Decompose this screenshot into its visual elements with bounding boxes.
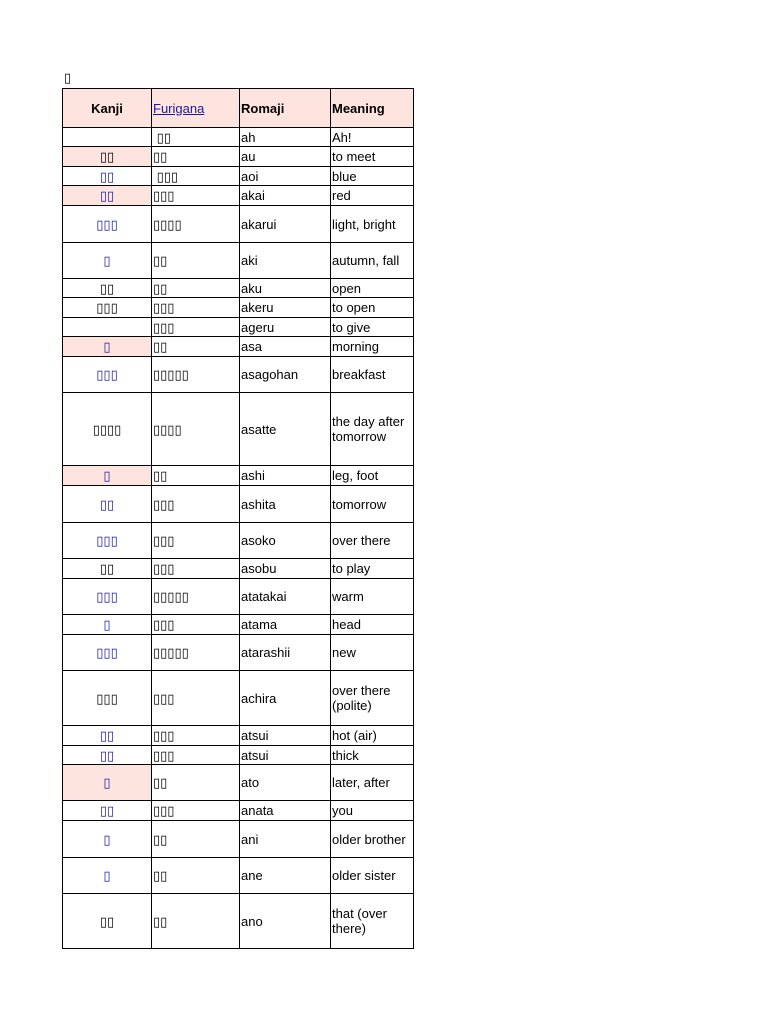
meaning-cell: to open <box>331 298 414 318</box>
furigana-cell: ▯▯▯ <box>152 615 240 635</box>
header-meaning: Meaning <box>331 89 414 128</box>
kanji-link[interactable]: ▯▯▯ <box>96 645 118 660</box>
page-top-glyph: ▯ <box>64 70 72 85</box>
furigana-cell: ▯▯ <box>152 279 240 298</box>
kanji-cell[interactable] <box>63 858 152 894</box>
meaning-cell: tomorrow <box>331 486 414 523</box>
furigana-cell: ▯▯▯ <box>152 298 240 318</box>
table-row <box>63 746 414 765</box>
kanji-cell <box>63 128 152 147</box>
header-furigana[interactable] <box>152 89 240 128</box>
table-row <box>63 243 414 279</box>
romaji-cell: aki <box>240 243 331 279</box>
kanji-link[interactable]: ▯▯ <box>99 168 115 184</box>
romaji-cell: atatakai <box>240 579 331 615</box>
furigana-cell: ▯▯▯▯ <box>152 393 240 466</box>
romaji-cell: ashi <box>240 466 331 486</box>
furigana-cell: ▯▯ <box>152 821 240 858</box>
table-row <box>63 393 414 466</box>
meaning-cell: to meet <box>331 147 414 167</box>
kanji-cell[interactable] <box>63 801 152 821</box>
furigana-cell: ▯▯▯▯▯ <box>152 635 240 671</box>
furigana-cell: ▯▯▯ <box>152 671 240 726</box>
kanji-cell: ▯▯ <box>63 894 152 949</box>
furigana-cell: ▯▯ <box>152 128 240 147</box>
kanji-cell[interactable] <box>63 337 152 357</box>
kanji-link[interactable]: ▯▯▯ <box>96 367 118 382</box>
romaji-cell: atama <box>240 615 331 635</box>
meaning-cell: hot (air) <box>331 726 414 746</box>
meaning-cell: over there (polite) <box>331 671 414 726</box>
romaji-cell: atsui <box>240 726 331 746</box>
kanji-cell[interactable] <box>63 486 152 523</box>
meaning-cell: new <box>331 635 414 671</box>
table-row <box>63 167 414 186</box>
romaji-cell: asoko <box>240 523 331 559</box>
furigana-cell: ▯▯▯ <box>152 559 240 579</box>
kanji-link[interactable]: ▯ <box>103 468 111 483</box>
kanji-cell[interactable] <box>63 726 152 746</box>
kanji-link[interactable]: ▯ <box>103 617 111 632</box>
romaji-cell: atsui <box>240 746 331 765</box>
furigana-cell: ▯▯▯ <box>152 167 240 186</box>
romaji-cell: ageru <box>240 318 331 337</box>
furigana-cell: ▯▯ <box>152 894 240 949</box>
table-row <box>63 147 414 167</box>
furigana-header-link[interactable]: Furigana <box>153 100 205 116</box>
kanji-cell: ▯▯▯ <box>63 671 152 726</box>
meaning-cell: you <box>331 801 414 821</box>
meaning-cell: to play <box>331 559 414 579</box>
romaji-cell: ani <box>240 821 331 858</box>
table-row <box>63 801 414 821</box>
kanji-link[interactable]: ▯ <box>103 253 111 268</box>
header-romaji: Romaji <box>240 89 331 128</box>
kanji-link[interactable]: ▯ <box>103 775 111 790</box>
romaji-cell: akarui <box>240 206 331 243</box>
kanji-cell[interactable] <box>63 579 152 615</box>
kanji-link[interactable]: ▯ <box>103 831 111 847</box>
romaji-cell: ane <box>240 858 331 894</box>
table-row <box>63 357 414 393</box>
header-kanji: Kanji <box>63 89 152 128</box>
kanji-link[interactable]: ▯ <box>103 339 111 354</box>
table-row <box>63 337 414 357</box>
romaji-cell: aku <box>240 279 331 298</box>
romaji-cell: asagohan <box>240 357 331 393</box>
meaning-cell: morning <box>331 337 414 357</box>
table-row <box>63 128 414 147</box>
romaji-cell: ano <box>240 894 331 949</box>
table-row <box>63 615 414 635</box>
kanji-cell[interactable] <box>63 635 152 671</box>
table-row <box>63 858 414 894</box>
romaji-cell: ah <box>240 128 331 147</box>
kanji-link[interactable]: ▯▯ <box>99 188 115 203</box>
romaji-cell: atarashii <box>240 635 331 671</box>
kanji-cell[interactable] <box>63 167 152 186</box>
meaning-cell: warm <box>331 579 414 615</box>
meaning-cell: thick <box>331 746 414 765</box>
kanji-cell[interactable] <box>63 206 152 243</box>
table-row <box>63 486 414 523</box>
kanji-cell <box>63 318 152 337</box>
table-row <box>63 186 414 206</box>
romaji-cell: akeru <box>240 298 331 318</box>
romaji-cell: achira <box>240 671 331 726</box>
kanji-cell: ▯▯ <box>63 559 152 579</box>
kanji-cell: ▯▯ <box>63 147 152 167</box>
meaning-cell: open <box>331 279 414 298</box>
table-row <box>63 894 414 949</box>
kanji-link[interactable]: ▯ <box>103 868 111 883</box>
romaji-cell: akai <box>240 186 331 206</box>
meaning-cell: older brother <box>331 821 414 858</box>
meaning-cell: head <box>331 615 414 635</box>
kanji-cell[interactable] <box>63 466 152 486</box>
meaning-cell: older sister <box>331 858 414 894</box>
meaning-cell: to give <box>331 318 414 337</box>
kanji-cell[interactable] <box>63 243 152 279</box>
table-row <box>63 559 414 579</box>
meaning-cell: Ah! <box>331 128 414 147</box>
meaning-cell: autumn, fall <box>331 243 414 279</box>
table-row <box>63 635 414 671</box>
table-row <box>63 298 414 318</box>
table-row <box>63 726 414 746</box>
kanji-cell[interactable] <box>63 186 152 206</box>
furigana-cell: ▯▯▯ <box>152 801 240 821</box>
romaji-cell: au <box>240 147 331 167</box>
kanji-cell[interactable] <box>63 821 152 858</box>
romaji-cell: ashita <box>240 486 331 523</box>
kanji-cell[interactable] <box>63 615 152 635</box>
table-row <box>63 318 414 337</box>
table-row <box>63 523 414 559</box>
kanji-cell[interactable] <box>63 746 152 765</box>
table-row <box>63 206 414 243</box>
furigana-cell: ▯▯ <box>152 337 240 357</box>
furigana-cell: ▯▯ <box>152 466 240 486</box>
kanji-cell[interactable] <box>63 765 152 801</box>
table-row <box>63 821 414 858</box>
kanji-link[interactable]: ▯▯ <box>99 496 115 512</box>
romaji-cell: anata <box>240 801 331 821</box>
furigana-cell: ▯▯▯ <box>152 726 240 746</box>
meaning-cell: the day after tomorrow <box>331 393 414 466</box>
furigana-cell: ▯▯▯ <box>152 318 240 337</box>
romaji-cell: asa <box>240 337 331 357</box>
table-row <box>63 579 414 615</box>
meaning-cell: light, bright <box>331 206 414 243</box>
meaning-cell: that (over there) <box>331 894 414 949</box>
table-row <box>63 671 414 726</box>
kanji-link[interactable]: ▯▯ <box>99 747 115 763</box>
furigana-cell: ▯▯ <box>152 765 240 801</box>
furigana-cell: ▯▯▯ <box>152 523 240 559</box>
table-row <box>63 279 414 298</box>
furigana-cell: ▯▯▯▯ <box>152 206 240 243</box>
meaning-cell: leg, foot <box>331 466 414 486</box>
furigana-cell: ▯▯ <box>152 858 240 894</box>
meaning-cell: over there <box>331 523 414 559</box>
romaji-cell: asatte <box>240 393 331 466</box>
meaning-cell: breakfast <box>331 357 414 393</box>
table-body <box>63 128 414 949</box>
vocabulary-table <box>62 88 414 949</box>
furigana-cell: ▯▯▯ <box>152 746 240 765</box>
romaji-cell: asobu <box>240 559 331 579</box>
kanji-link[interactable]: ▯▯▯ <box>96 533 118 548</box>
furigana-cell: ▯▯▯ <box>152 486 240 523</box>
meaning-cell: blue <box>331 167 414 186</box>
meaning-cell: later, after <box>331 765 414 801</box>
romaji-cell: aoi <box>240 167 331 186</box>
romaji-cell: ato <box>240 765 331 801</box>
kanji-link[interactable]: ▯▯ <box>99 803 115 818</box>
furigana-cell: ▯▯▯▯▯ <box>152 357 240 393</box>
kanji-link[interactable]: ▯▯▯ <box>96 589 118 604</box>
furigana-cell: ▯▯ <box>152 243 240 279</box>
kanji-cell[interactable] <box>63 523 152 559</box>
meaning-cell: red <box>331 186 414 206</box>
table-row <box>63 765 414 801</box>
furigana-cell: ▯▯▯▯▯ <box>152 579 240 615</box>
furigana-cell: ▯▯▯ <box>152 186 240 206</box>
kanji-cell: ▯▯▯ <box>63 298 152 318</box>
kanji-cell: ▯▯ <box>63 279 152 298</box>
kanji-link[interactable]: ▯▯ <box>99 728 115 743</box>
kanji-link[interactable]: ▯▯▯ <box>96 216 118 232</box>
furigana-cell: ▯▯ <box>152 147 240 167</box>
table-row <box>63 466 414 486</box>
table-header-row <box>63 89 414 128</box>
kanji-cell[interactable] <box>63 357 152 393</box>
kanji-cell: ▯▯▯▯ <box>63 393 152 466</box>
